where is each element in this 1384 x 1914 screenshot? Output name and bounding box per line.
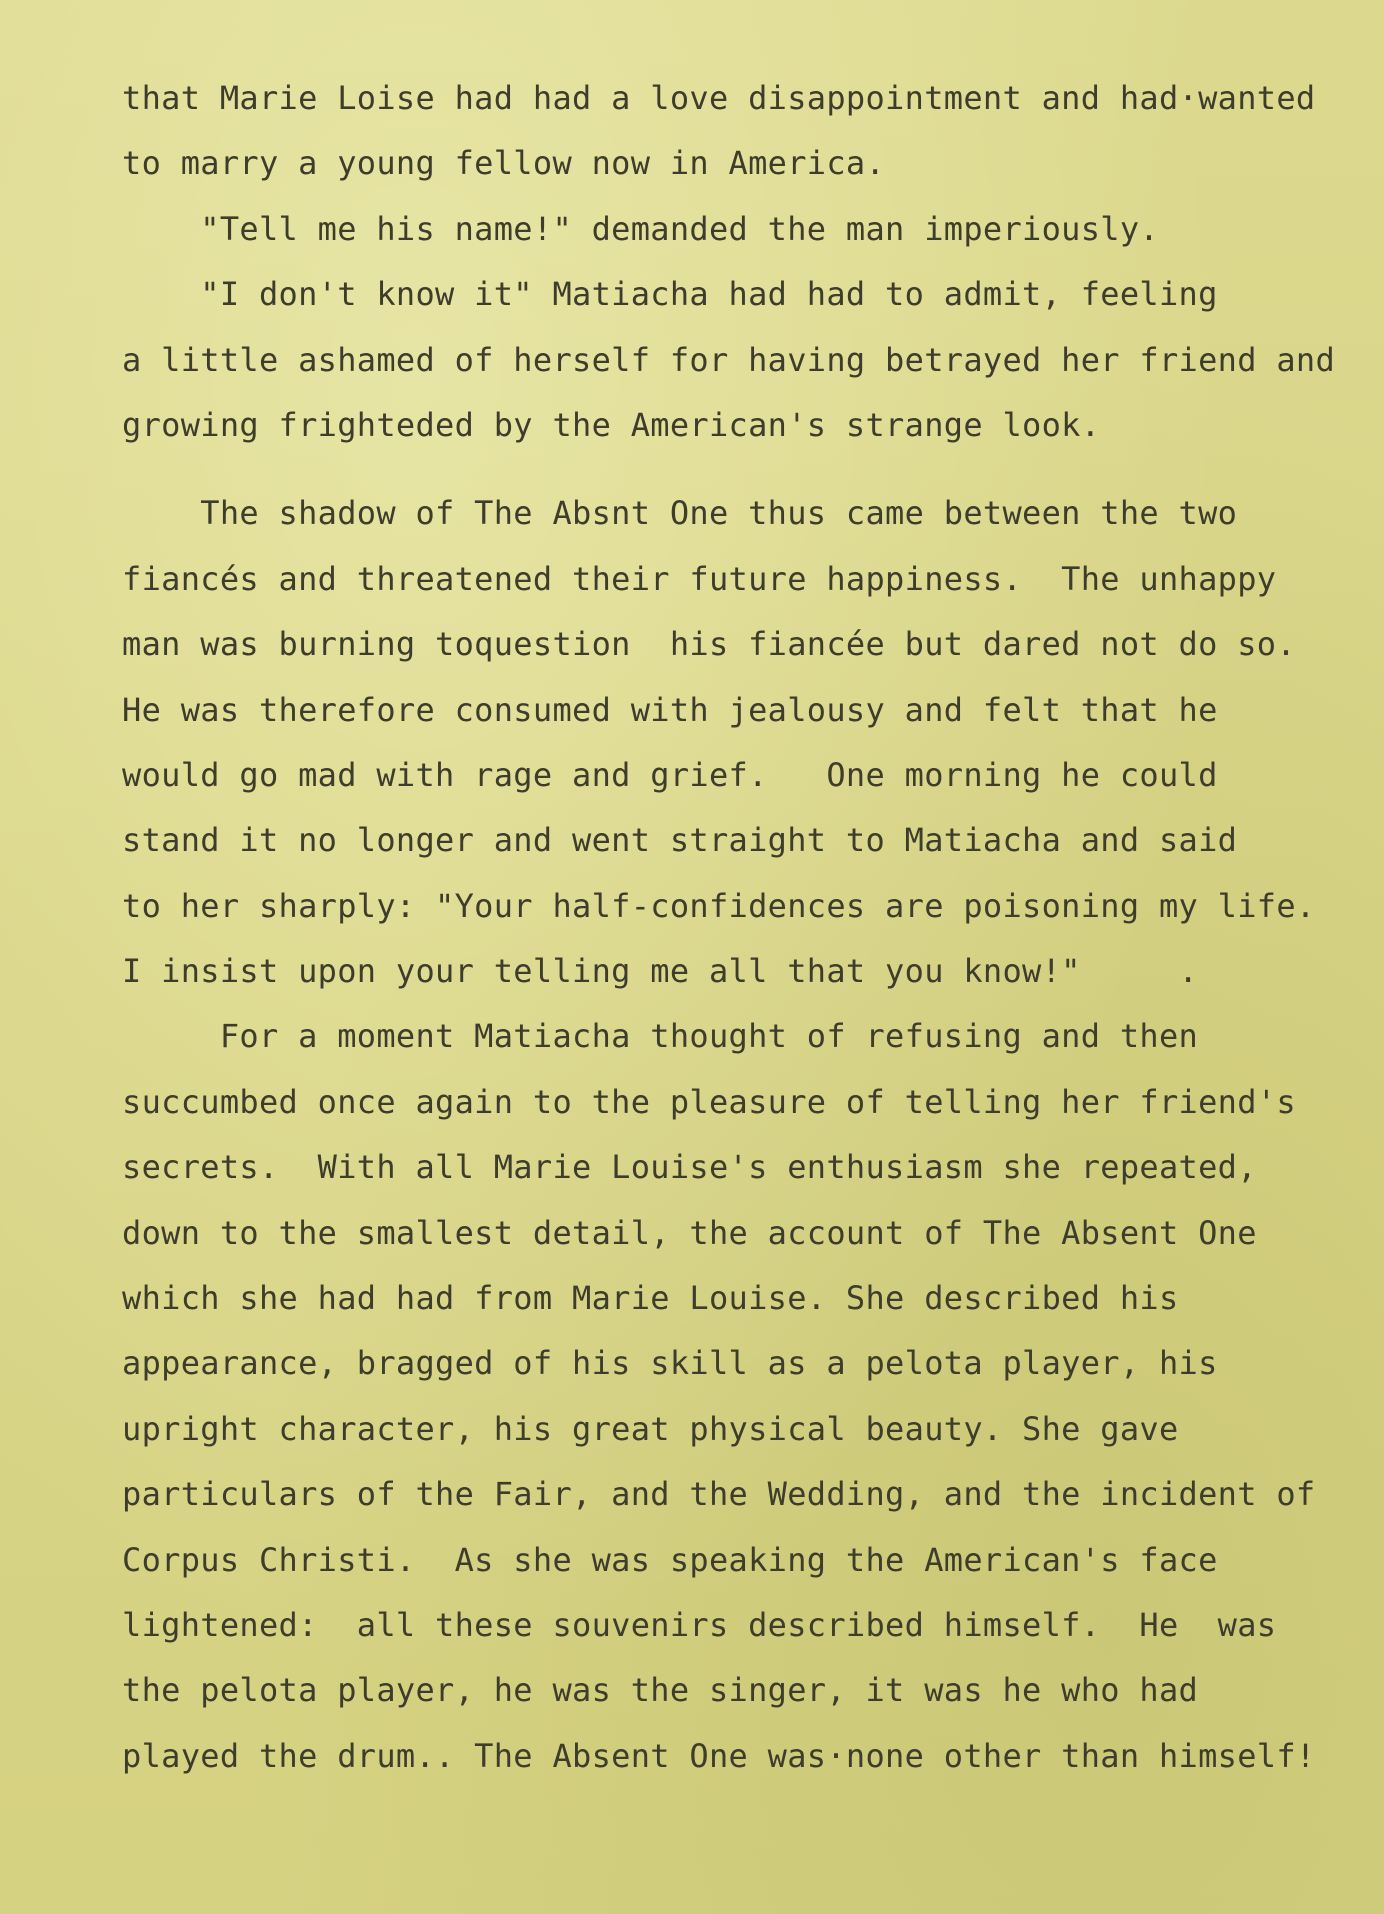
text-line: stand it no longer and went straight to Matiacha and said xyxy=(122,821,1238,860)
text-line: which she had had from Marie Louise. She described his xyxy=(122,1279,1179,1318)
text-line: secrets. With all Marie Louise's enthusiasm she repeated, xyxy=(122,1148,1257,1187)
text-line: to her sharply: "Your half-confidences are poisoning my life. xyxy=(122,886,1316,925)
text-line: appearance, bragged of his skill as a pelota player, his xyxy=(122,1344,1218,1383)
text-line: played the drum.. The Absent One was·none other than himself! xyxy=(122,1736,1316,1775)
text-line: to marry a young fellow now in America. xyxy=(122,144,886,183)
text-line: man was burning toquestion his fiancée but dared not do so. xyxy=(122,625,1296,664)
text-line: lightened: all these souvenirs described himself. He was xyxy=(122,1605,1277,1644)
text-line: that Marie Loise had had a love disappointment and had·wanted xyxy=(122,79,1316,117)
text-line: the pelota player, he was the singer, it was he who had xyxy=(122,1671,1199,1710)
page-text xyxy=(122,66,1342,1789)
text-line: would go mad with rage and grief. One morning he could xyxy=(122,755,1218,794)
text-line: down to the smallest detail, the account of The Absent One xyxy=(122,1213,1257,1252)
text-line: upright character, his great physical beauty. She gave xyxy=(122,1409,1179,1448)
text-line: I insist upon your telling me all that you know!" . xyxy=(122,952,1199,991)
text-line: He was therefore consumed with jealousy and felt that he xyxy=(122,690,1218,729)
text-line: The shadow of The Absnt One thus came between the two xyxy=(122,494,1238,533)
text-line: a little ashamed of herself for having betrayed her friend and xyxy=(122,340,1336,379)
text-line: succumbed once again to the pleasure of telling her friend's xyxy=(122,1082,1296,1121)
text-line: "Tell me his name!" demanded the man imperiously. xyxy=(122,209,1159,248)
text-line: particulars of the Fair, and the Wedding, and the incident of xyxy=(122,1475,1316,1514)
text-line: fiancés and threatened their future happiness. The unhappy xyxy=(122,559,1277,598)
paragraph-gap xyxy=(122,458,1342,481)
text-line: Corpus Christi. As she was speaking the American's face xyxy=(122,1540,1218,1579)
text-line: growing frighteded by the American's strange look. xyxy=(122,405,1101,444)
text-line: "I don't know it" Matiacha had had to admit, feeling xyxy=(122,275,1218,314)
text-line: For a moment Matiacha thought of refusing and then xyxy=(122,1017,1199,1056)
